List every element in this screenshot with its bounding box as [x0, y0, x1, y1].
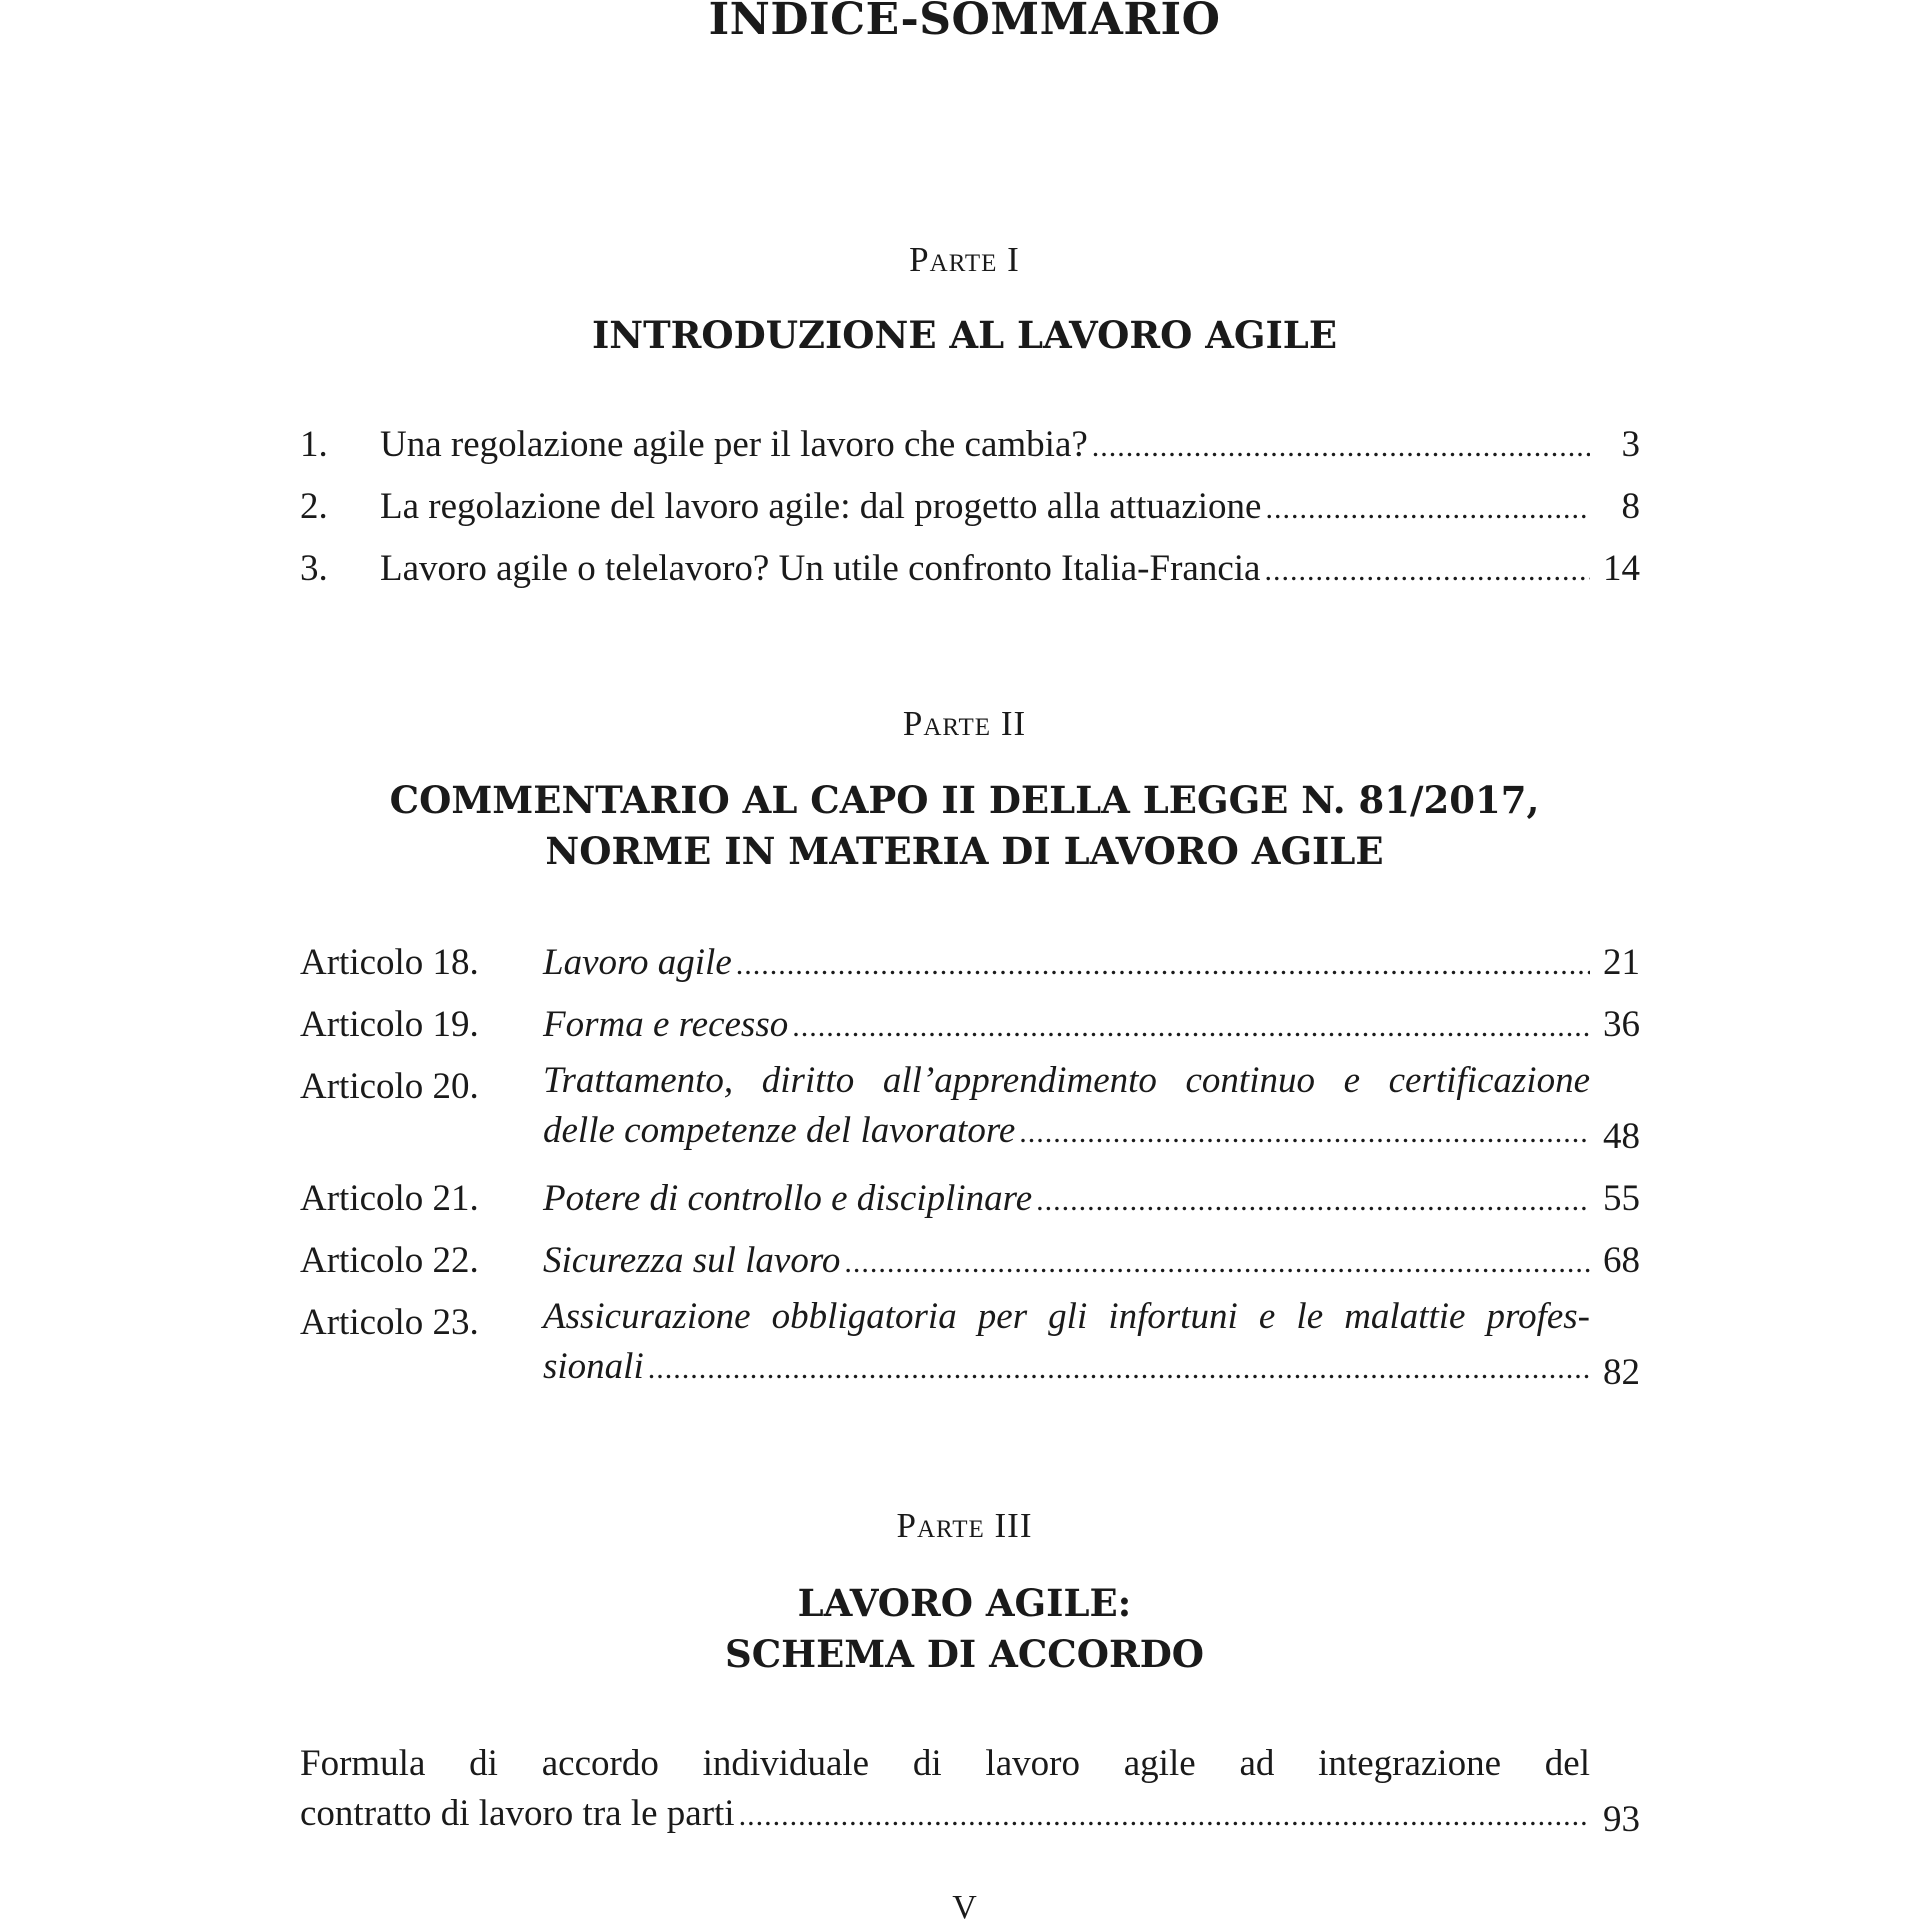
leader-dots [844, 1232, 1590, 1294]
toc-entry[interactable] [300, 1230, 1640, 1292]
leader-dots [1265, 478, 1590, 540]
page-folio: V [952, 1889, 977, 1926]
entry-title-line-2: sionali [543, 1346, 644, 1387]
entry-title: Una regolazione agile per il lavoro che cambia? [380, 424, 1088, 465]
toc-entry[interactable] [300, 414, 1640, 476]
entry-page: 14 [1603, 548, 1640, 589]
entry-page: 8 [1621, 486, 1640, 527]
entry-number: 2. [300, 486, 328, 527]
entry-page: 3 [1621, 424, 1640, 465]
article-number: Articolo 18. [300, 942, 479, 983]
entry-page: 82 [1603, 1352, 1640, 1393]
part-1-entries [300, 414, 1640, 600]
article-number: Articolo 20. [300, 1066, 479, 1107]
part-3-title-line-2: SCHEMA DI ACCORDO [724, 1632, 1205, 1676]
part-3-label: Parte III [896, 1506, 1033, 1545]
leader-dots [736, 934, 1590, 996]
leader-dots [648, 1344, 1590, 1394]
entry-title: Forma e recesso [543, 1004, 789, 1045]
toc-entry[interactable] [300, 476, 1640, 538]
entry-page: 36 [1603, 1004, 1640, 1045]
entry-title-line-2: contratto di lavoro tra le parti [300, 1793, 735, 1834]
entry-page: 68 [1603, 1240, 1640, 1281]
leader-dots [1092, 416, 1590, 478]
part-3-title-line-1: LAVORO AGILE: [797, 1581, 1132, 1625]
part-3-entries [300, 1739, 1640, 1851]
entry-title-line-1: Trattamento, diritto all’apprendimento continuo e certificazione [543, 1060, 1590, 1101]
entry-number: 3. [300, 548, 328, 589]
toc-entry[interactable] [300, 1168, 1640, 1230]
article-number: Articolo 23. [300, 1302, 479, 1343]
entry-title-line-1: Formula di accordo individuale di lavoro agile ad integrazione del [300, 1743, 1590, 1784]
article-number: Articolo 19. [300, 1004, 479, 1045]
toc-entry[interactable] [300, 932, 1640, 994]
part-1-title: INTRODUZIONE AL LAVORO AGILE [591, 313, 1338, 357]
entry-title-line-2: delle competenze del lavoratore [543, 1110, 1016, 1151]
entry-title: Lavoro agile o telelavoro? Un utile confronto Italia-Francia [380, 548, 1261, 589]
entry-page: 21 [1603, 942, 1640, 983]
part-1-label: Parte I [909, 240, 1020, 279]
page-title: INDICE-SOMMARIO [708, 0, 1221, 45]
entry-number: 1. [300, 424, 328, 465]
entry-title: La regolazione del lavoro agile: dal progetto alla attuazione [380, 486, 1262, 527]
toc-entry[interactable] [300, 1292, 1640, 1404]
part-2-label: Parte II [902, 704, 1027, 743]
article-number: Articolo 21. [300, 1178, 479, 1219]
entry-title: Potere di controllo e disciplinare [543, 1178, 1033, 1219]
leader-dots [1036, 1170, 1590, 1232]
article-number: Articolo 22. [300, 1240, 479, 1281]
part-2-entries [300, 932, 1640, 1404]
entry-page: 48 [1603, 1116, 1640, 1157]
leader-dots [1264, 540, 1590, 602]
part-2-title-line-2: NORME IN MATERIA DI LAVORO AGILE [545, 829, 1384, 873]
part-2-title-line-1: COMMENTARIO AL CAPO II DELLA LEGGE N. 81/2017, [389, 778, 1540, 822]
leader-dots [792, 996, 1590, 1058]
toc-entry[interactable] [300, 1739, 1640, 1851]
toc-entry[interactable] [300, 1056, 1640, 1168]
entry-page: 93 [1603, 1799, 1640, 1840]
toc-entry[interactable] [300, 538, 1640, 600]
entry-title-line-1: Assicurazione obbligatoria per gli infortuni e le malattie profes- [543, 1296, 1590, 1337]
entry-title: Lavoro agile [543, 942, 732, 983]
toc-entry[interactable] [300, 994, 1640, 1056]
leader-dots [1019, 1108, 1590, 1158]
leader-dots [739, 1791, 1590, 1841]
entry-title: Sicurezza sul lavoro [543, 1240, 841, 1281]
entry-page: 55 [1603, 1178, 1640, 1219]
